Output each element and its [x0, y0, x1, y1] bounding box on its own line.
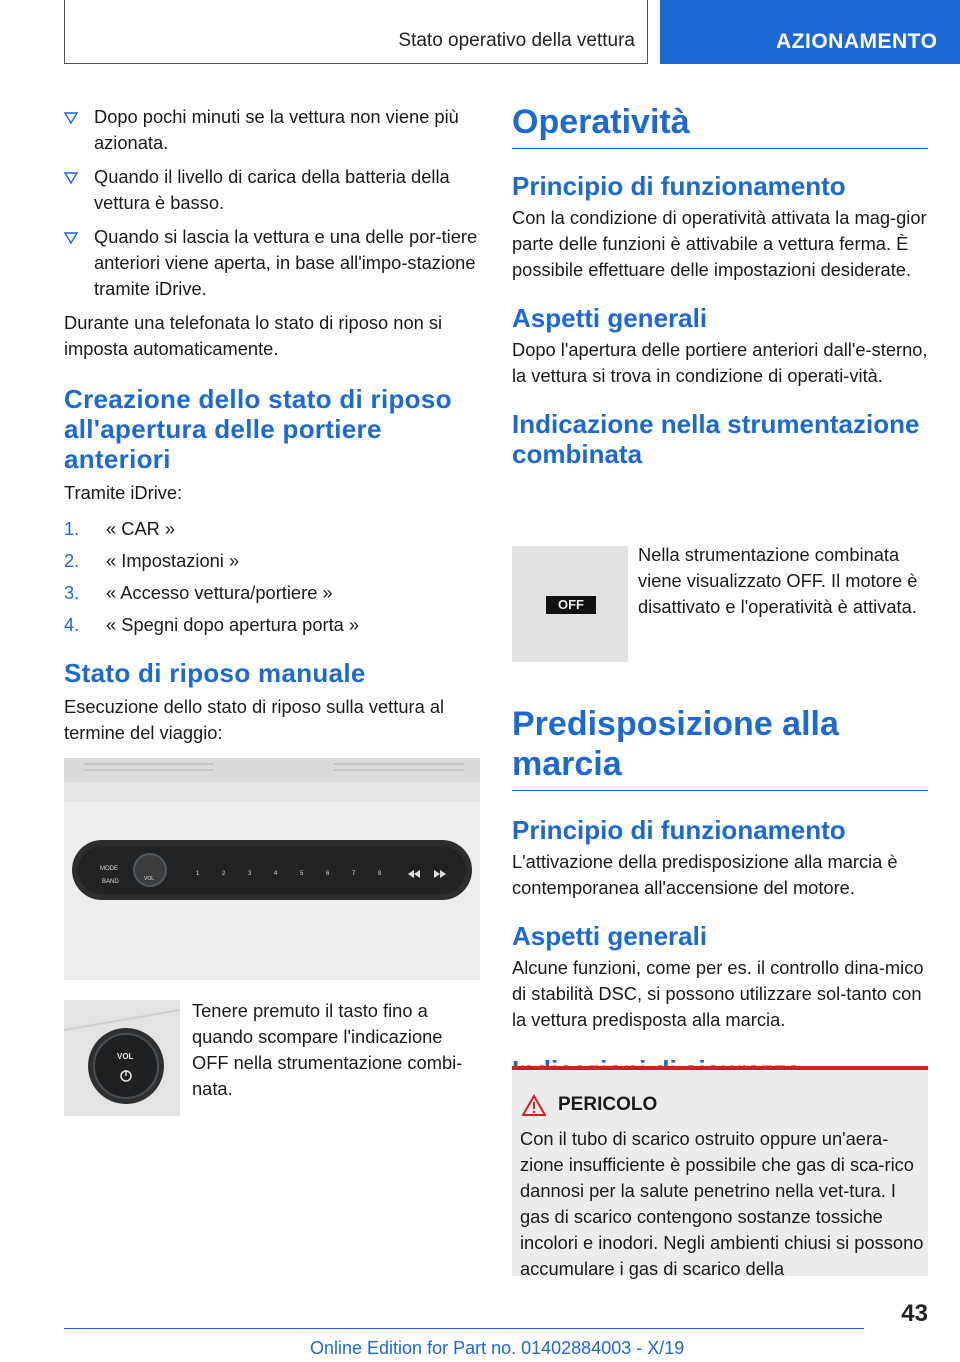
skip-forward-icon	[434, 870, 446, 878]
edition-footer: Online Edition for Part no. 01402884003 - X/19	[310, 1338, 685, 1358]
tramite-text: Tramite iDrive:	[64, 482, 183, 503]
list-item: Dopo pochi minuti se la vettura non viene più azionata.	[64, 104, 480, 156]
section-title: Stato operativo della vettura	[398, 30, 635, 51]
heading-creazione: Creazione dello stato di riposo all'apertura delle portiere anteriori	[64, 384, 452, 474]
danger-bar	[512, 1066, 928, 1070]
preset-key: 8	[378, 871, 382, 877]
skip-back-icon	[408, 870, 420, 878]
indicazione-text: Nella strumentazione combinata viene visualizzato OFF. Il motore è disattivato e l'operatività è attivata.	[638, 544, 918, 617]
vol-knob-image	[64, 1000, 180, 1116]
right-column-lower	[512, 704, 928, 1085]
preset-key: 3	[248, 871, 252, 877]
knob-vol-label: VOL	[117, 1052, 134, 1061]
footer-rule	[64, 1328, 864, 1329]
heading-indicazione: Indicazione nella strumentazione combinata	[512, 409, 920, 469]
heading-aspetti-2: Aspetti generali	[512, 921, 708, 951]
principio-1-text: Con la condizione di operatività attivata la mag-gior parte delle funzioni è attivabile a vettura ferma. È possibile effettuare delle impostazioni desiderate.	[512, 207, 927, 280]
heading-principio-2: Principio di funzionamento	[512, 815, 846, 845]
warning-title: PERICOLO	[558, 1094, 658, 1115]
list-item: 3. « Accesso vettura/portiere »	[64, 582, 333, 603]
tenere-text: Tenere premuto il tasto fino a quando scompare l'indicazione OFF nella strumentazione combi-nata.	[192, 1000, 463, 1099]
preset-key: 2	[222, 871, 226, 877]
mode-label: MODE	[100, 866, 118, 872]
manuale-text: Esecuzione dello stato di riposo sulla vettura al termine del viaggio:	[64, 696, 445, 743]
band-label: BAND	[102, 879, 119, 885]
list-item: Quando il livello di carica della batteria della vettura è basso.	[64, 164, 480, 216]
principio-2-text: L'attivazione della predisposizione alla marcia è contemporanea all'accensione del motore.	[512, 851, 898, 898]
danger-box	[512, 1066, 928, 1279]
warning-text: Con il tubo di scarico ostruito oppure un'aera-zione insufficiente è possibile che gas di sca-rico dannosi per la salute penetrino nella vet-tura. I gas di scarico contengono sostanze tossiche incolori e inodori. Negli ambienti chiusi si possono accumulare i gas di scarico della	[520, 1128, 924, 1279]
off-indicator: OFF	[546, 596, 596, 614]
chapter-title: AZIONAMENTO	[776, 30, 938, 53]
heading-aspetti-1: Aspetti generali	[512, 303, 708, 333]
heading-principio-1: Principio di funzionamento	[512, 171, 846, 201]
heading-predisposizione: Predisposizione alla marcia	[512, 704, 928, 791]
running-header	[64, 0, 648, 64]
vol-label: VOL	[144, 876, 155, 882]
preset-key: 1	[196, 871, 200, 877]
aspetti-2-text: Alcune funzioni, come per es. il controllo dina-mico di stabilità DSC, si possono utilizzare sol-tanto con la vettura predisposta alla marcia.	[512, 957, 924, 1030]
triangle-bullet-icon	[64, 232, 78, 244]
preset-key: 6	[326, 871, 330, 877]
left-column	[64, 104, 480, 746]
preset-key: 4	[274, 871, 278, 877]
list-item: 2. « Impostazioni »	[64, 550, 240, 571]
page-number: 43	[901, 1300, 928, 1327]
list-item: 1. « CAR »	[64, 518, 176, 539]
triangle-bullet-icon	[64, 112, 78, 124]
aspetti-1-text: Dopo l'apertura delle portiere anteriori dall'e-sterno, la vettura si trova in condizione di operati-vità.	[512, 339, 928, 386]
heading-manuale: Stato di riposo manuale	[64, 658, 366, 688]
preset-key: 7	[352, 871, 356, 877]
right-column	[512, 102, 928, 469]
list-item: 4. « Spegni dopo apertura porta »	[64, 614, 360, 635]
list-item: Quando si lascia la vettura e una delle por-tiere anteriori viene aperta, in base all'impo-stazione tramite iDrive.	[64, 224, 480, 302]
chapter-tab	[660, 0, 960, 64]
heading-operativita: Operatività	[512, 102, 928, 149]
preset-key: 5	[300, 871, 304, 877]
warning-triangle-icon	[522, 1094, 546, 1116]
radio-panel-illustration	[64, 758, 480, 980]
off-indicator-image	[512, 546, 628, 662]
note-text: Durante una telefonata lo stato di riposo non si imposta automaticamente.	[64, 312, 443, 359]
radio-panel-image	[64, 758, 480, 980]
triangle-bullet-icon	[64, 172, 78, 184]
